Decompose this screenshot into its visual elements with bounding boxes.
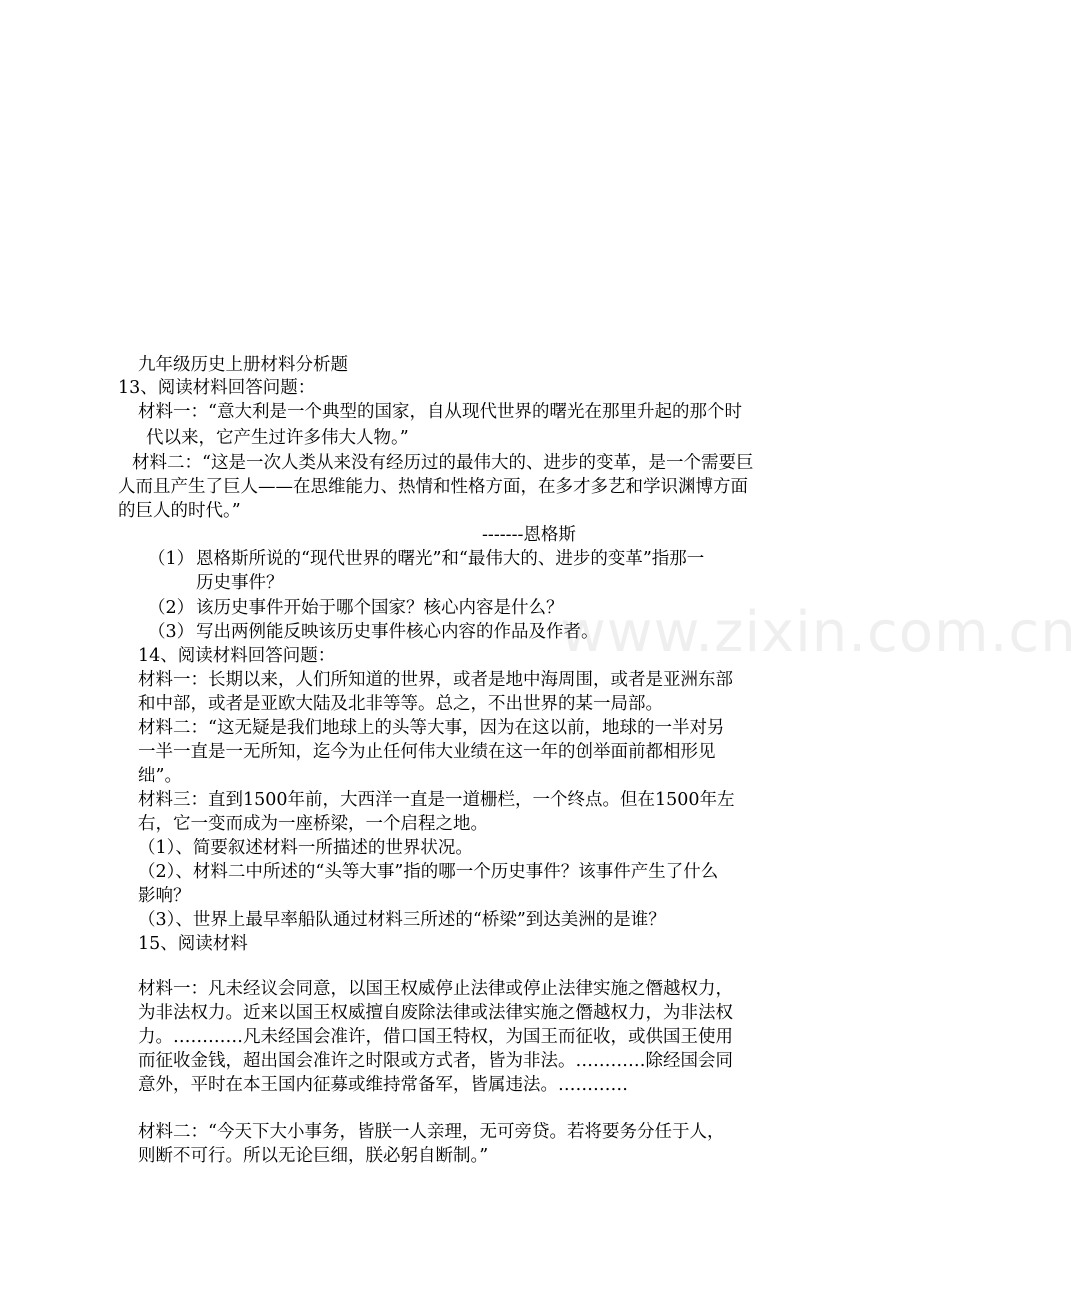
q15-material1-line2: 为非法权力。近来以国王权威擅自废除法律或法律实施之僭越权力，为非法权 xyxy=(138,1003,733,1023)
q15-material1-line1: 材料一：凡未经议会同意，以国王权威停止法律或停止法律实施之僭越权力， xyxy=(138,979,733,999)
q14-sub2-line1: （2）、材料二中所述的“头等大事”指的哪一个历史事件？该事件产生了什么 xyxy=(138,862,719,882)
q15-material1-line3: 力。…………凡未经国会准许，借口国王特权，为国王而征收，或供国王使用 xyxy=(138,1027,733,1047)
q13-sub1-line2: 历史事件？ xyxy=(196,573,284,593)
q15-material2-line2: 则断不可行。所以无论巨细，朕必躬自断制。” xyxy=(138,1146,489,1166)
q13-material2-line3: 的巨人的时代。” xyxy=(118,501,241,521)
q15-heading: 15、阅读材料 xyxy=(138,934,248,954)
q14-sub2-line2: 影响？ xyxy=(138,886,191,906)
q13-sub3-number: （3） xyxy=(148,622,195,642)
q14-material3-line1: 材料三：直到1500年前，大西洋一直是一道栅栏，一个终点。但在1500年左 xyxy=(138,790,735,810)
q14-heading: 14、阅读材料回答问题： xyxy=(138,646,336,666)
q13-material2-line2: 人而且产生了巨人——在思维能力、热情和性格方面，在多才多艺和学识渊博方面 xyxy=(118,477,748,497)
q15-material1-line5: 意外，平时在本王国内征募或维持常备军，皆属违法。………… xyxy=(138,1075,628,1095)
q15-material2-line1: 材料二：“今天下大小事务，皆朕一人亲理，无可旁贷。若将要务分任于人， xyxy=(138,1122,725,1142)
q13-material1-line1: 材料一：“意大利是一个典型的国家，自从现代世界的曙光在那里升起的那个时 xyxy=(138,402,742,422)
q14-sub1: （1）、简要叙述材料一所描述的世界状况。 xyxy=(138,838,473,858)
q14-material1-line1: 材料一：长期以来，人们所知道的世界，或者是地中海周围，或者是亚洲东部 xyxy=(138,670,733,690)
q13-sub1-line1: 恩格斯所说的“现代世界的曙光”和“最伟大的、进步的变革”指那一 xyxy=(196,549,705,569)
q14-material1-line2: 和中部，或者是亚欧大陆及北非等等。总之，不出世界的某一局部。 xyxy=(138,694,663,714)
q13-attribution: -------恩格斯 xyxy=(482,525,576,545)
q13-heading: 13、阅读材料回答问题： xyxy=(118,378,316,398)
watermark: www.zixin.com.cn xyxy=(560,600,1077,665)
q14-sub3: （3）、世界上最早率船队通过材料三所述的“桥梁”到达美洲的是谁？ xyxy=(138,910,666,930)
q14-material2-line3: 绌”。 xyxy=(138,766,182,786)
q13-sub3-line1: 写出两例能反映该历史事件核心内容的作品及作者。 xyxy=(196,622,599,642)
q13-material2-line1: 材料二：“这是一次人类从来没有经历过的最伟大的、进步的变革，是一个需要巨 xyxy=(132,453,754,473)
q13-sub1-number: （1） xyxy=(148,549,195,569)
q14-material3-line2: 右，它一变而成为一座桥梁，一个启程之地。 xyxy=(138,814,488,834)
q14-material2-line2: 一半一直是一无所知，迄今为止任何伟大业绩在这一年的创举面前都相形见 xyxy=(138,742,716,762)
q15-material1-line4: 而征收金钱，超出国会准许之时限或方式者，皆为非法。…………除经国会同 xyxy=(138,1051,733,1071)
q13-material1-line2: 代以来，它产生过许多伟大人物。” xyxy=(146,428,409,448)
q14-material2-line1: 材料二：“这无疑是我们地球上的头等大事，因为在这以前，地球的一半对另 xyxy=(138,718,725,738)
q13-sub2-number: （2） xyxy=(148,598,195,618)
q13-sub2-line1: 该历史事件开始于哪个国家？核心内容是什么？ xyxy=(196,598,564,618)
document-title: 九年级历史上册材料分析题 xyxy=(138,355,348,375)
